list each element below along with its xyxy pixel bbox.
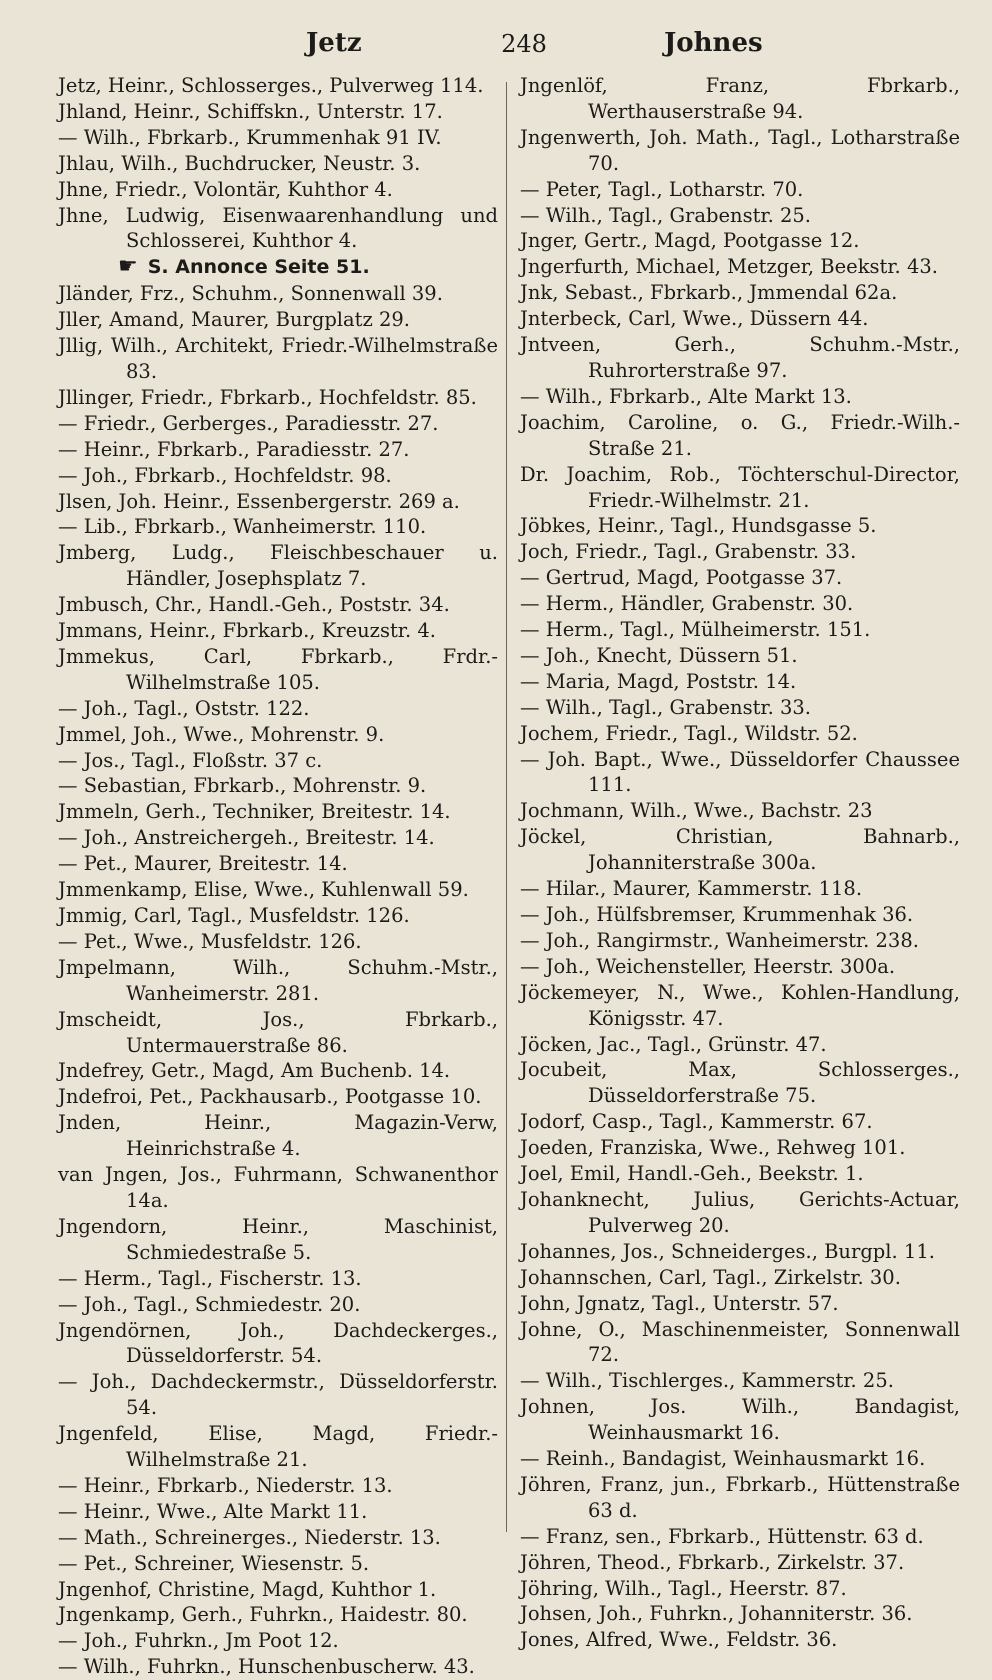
directory-entry: Jochmann, Wilh., Wwe., Bachstr. 23	[520, 799, 873, 823]
directory-entry: Jöhren, Theod., Fbrkarb., Zirkelstr. 37.	[520, 1550, 905, 1574]
directory-entry: — Herm., Tagl., Mülheimerstr. 151.	[520, 618, 871, 642]
directory-entry: — Joh., Weichensteller, Heerstr. 300a.	[520, 954, 896, 978]
directory-entry: — Wilh., Fuhrkn., Hunschenbuscherw. 43.	[58, 1655, 475, 1679]
directory-entry: — Wilh., Tagl., Grabenstr. 25.	[520, 203, 811, 227]
directory-entry: Jmberg, Ludg., Fleischbeschauer u. Händler, Josephsplatz 7.	[58, 541, 498, 591]
annonce-text: S. Annonce Seite 51.	[147, 256, 370, 279]
directory-entry: — Joh., Tagl., Schmiedestr. 20.	[58, 1292, 361, 1316]
directory-entry: — Joh., Anstreichergeh., Breitestr. 14.	[58, 826, 435, 850]
directory-entry: Jhland, Heinr., Schiffskn., Unterstr. 17.	[58, 99, 443, 123]
directory-entry: Jnden, Heinr., Magazin-Verw, Heinrichstraße 4.	[58, 1111, 498, 1161]
directory-entry: Jngendörnen, Joh., Dachdeckerges., Düsseldorferstr. 54.	[58, 1318, 498, 1368]
directory-entry: — Gertrud, Magd, Pootgasse 37.	[520, 566, 843, 590]
directory-entry: Johsen, Joh., Fuhrkn., Johanniterstr. 36.	[520, 1602, 913, 1626]
left-column	[58, 73, 498, 1680]
directory-entry: Johnen, Jos. Wilh., Bandagist, Weinhausmarkt 16.	[520, 1395, 960, 1445]
directory-entry: John, Jgnatz, Tagl., Unterstr. 57.	[520, 1291, 839, 1315]
directory-entry: Jndefroi, Pet., Packhausarb., Pootgasse 10.	[58, 1085, 482, 1109]
directory-entry: Joachim, Caroline, o. G., Friedr.-Wilh.-Straße 21.	[520, 410, 960, 460]
directory-entry: — Heinr., Wwe., Alte Markt 11.	[58, 1499, 368, 1523]
directory-entry: Jllig, Wilh., Architekt, Friedr.-Wilhelmstraße 83.	[58, 334, 498, 383]
directory-entry: — Wilh., Fbrkarb., Alte Markt 13.	[520, 384, 852, 408]
directory-entry: Jmbusch, Chr., Handl.-Geh., Poststr. 34.	[58, 593, 450, 617]
directory-entry: Jmmekus, Carl, Fbrkarb., Frdr.-Wilhelmstraße 105.	[58, 644, 498, 694]
directory-entry: Jngenhof, Christine, Magd, Kuhthor 1.	[58, 1577, 437, 1601]
directory-entry: van Jngen, Jos., Fuhrmann, Schwanenthor 14a.	[58, 1163, 498, 1212]
directory-entry: Jmmenkamp, Elise, Wwe., Kuhlenwall 59.	[58, 878, 469, 902]
directory-entry: Joch, Friedr., Tagl., Grabenstr. 33.	[520, 540, 857, 564]
directory-entry: Johne, O., Maschinenmeister, Sonnenwall 72.	[520, 1317, 960, 1367]
directory-entry: Jngenkamp, Gerh., Fuhrkn., Haidestr. 80.	[58, 1603, 468, 1627]
right-column	[520, 73, 960, 1653]
directory-entry: Jllinger, Friedr., Fbrkarb., Hochfeldstr. 85.	[58, 385, 477, 409]
directory-entry: Jmscheidt, Jos., Fbrkarb., Untermauerstraße 86.	[58, 1007, 498, 1057]
directory-entry: Jlsen, Joh. Heinr., Essenbergerstr. 269 a.	[58, 489, 460, 513]
directory-entry: Jnk, Sebast., Fbrkarb., Jmmendal 62a.	[520, 281, 898, 305]
directory-entry: — Pet., Maurer, Breitestr. 14.	[58, 852, 348, 876]
directory-entry: — Lib., Fbrkarb., Wanheimerstr. 110.	[58, 515, 427, 539]
directory-entry: Jndefrey, Getr., Magd, Am Buchenb. 14.	[58, 1059, 451, 1083]
annonce-reference	[58, 254, 498, 281]
directory-entry: Jodorf, Casp., Tagl., Kammerstr. 67.	[520, 1110, 873, 1134]
directory-entry: — Jos., Tagl., Floßstr. 37 c.	[58, 748, 323, 772]
page-number: 248	[501, 30, 547, 58]
directory-entry: Joeden, Franziska, Wwe., Rehweg 101.	[520, 1136, 906, 1160]
directory-entry: — Herm., Tagl., Fischerstr. 13.	[58, 1266, 362, 1290]
directory-entry: Jetz, Heinr., Schlosserges., Pulverweg 114.	[58, 74, 484, 97]
header-first-entry: Jetz	[306, 28, 362, 58]
directory-entry: Jländer, Frz., Schuhm., Sonnenwall 39.	[58, 282, 443, 306]
page-header	[60, 28, 940, 68]
directory-entry: Dr. Joachim, Rob., Töchterschul-Director, Friedr.-Wilhelmstr. 21.	[520, 462, 960, 512]
directory-entry: Jngenfeld, Elise, Magd, Friedr.-Wilhelmstraße 21.	[58, 1422, 498, 1472]
directory-entry: Johannes, Jos., Schneiderges., Burgpl. 11.	[520, 1239, 935, 1263]
directory-entry: — Franz, sen., Fbrkarb., Hüttenstr. 63 d.	[520, 1524, 924, 1548]
directory-entry: Joel, Emil, Handl.-Geh., Beekstr. 1.	[520, 1162, 864, 1186]
directory-entry: — Herm., Händler, Grabenstr. 30.	[520, 592, 854, 616]
directory-entry: — Joh. Bapt., Wwe., Düsseldorfer Chaussee 111.	[520, 747, 960, 797]
directory-entry: Jones, Alfred, Wwe., Feldstr. 36.	[520, 1628, 838, 1652]
directory-entry: — Pet., Schreiner, Wiesenstr. 5.	[58, 1551, 370, 1575]
directory-entry: — Maria, Magd, Poststr. 14.	[520, 669, 797, 693]
directory-entry: Jmmeln, Gerh., Techniker, Breitestr. 14.	[58, 800, 451, 824]
directory-entry: Jöhren, Franz, jun., Fbrkarb., Hüttenstraße 63 d.	[520, 1472, 960, 1522]
directory-entry: — Math., Schreinerges., Niederstr. 13.	[58, 1525, 441, 1549]
directory-entry: — Joh., Knecht, Düssern 51.	[520, 643, 798, 667]
directory-entry: — Joh., Tagl., Oststr. 122.	[58, 696, 310, 720]
directory-entry: Jhne, Friedr., Volontär, Kuhthor 4.	[58, 177, 393, 201]
directory-entry: Jöckemeyer, N., Wwe., Kohlen-Handlung, Königsstr. 47.	[520, 980, 960, 1030]
header-last-entry: Johnes	[664, 28, 763, 58]
directory-entry: — Joh., Dachdeckermstr., Düsseldorferstr. 54.	[58, 1370, 498, 1420]
directory-entry: — Heinr., Fbrkarb., Paradiesstr. 27.	[58, 437, 410, 461]
directory-entry: — Heinr., Fbrkarb., Niederstr. 13.	[58, 1473, 393, 1497]
directory-entry: Jnger, Gertr., Magd, Pootgasse 12.	[520, 229, 860, 253]
directory-entry: Jller, Amand, Maurer, Burgplatz 29.	[58, 308, 410, 332]
directory-entry: — Pet., Wwe., Musfeldstr. 126.	[58, 929, 362, 953]
directory-entry: — Joh., Fuhrkn., Jm Poot 12.	[58, 1629, 339, 1653]
directory-entry: — Hilar., Maurer, Kammerstr. 118.	[520, 877, 863, 901]
directory-entry: Johannschen, Carl, Tagl., Zirkelstr. 30.	[520, 1265, 901, 1289]
directory-entry: — Friedr., Gerberges., Paradiesstr. 27.	[58, 411, 439, 435]
directory-entry: Jhlau, Wilh., Buchdrucker, Neustr. 3.	[58, 151, 421, 175]
directory-entry: Jmmig, Carl, Tagl., Musfeldstr. 126.	[58, 904, 410, 927]
directory-entry: — Wilh., Tagl., Grabenstr. 33.	[520, 695, 811, 719]
directory-entry: Jmpelmann, Wilh., Schuhm.-Mstr., Wanheimerstr. 281.	[58, 955, 498, 1005]
directory-entry: Jngenlöf, Franz, Fbrkarb., Werthauserstraße 94.	[520, 74, 960, 123]
directory-entry: Jöhring, Wilh., Tagl., Heerstr. 87.	[520, 1576, 847, 1600]
directory-entry: Jöckel, Christian, Bahnarb., Johanniterstraße 300a.	[520, 825, 960, 875]
directory-entry: Jhne, Ludwig, Eisenwaarenhandlung und Schlosserei, Kuhthor 4.	[58, 203, 498, 253]
directory-entry: Johanknecht, Julius, Gerichts-Actuar, Pulverweg 20.	[520, 1187, 960, 1237]
directory-entry: Jocubeit, Max, Schlosserges., Düsseldorferstraße 75.	[520, 1058, 960, 1108]
directory-entry: Jntveen, Gerh., Schuhm.-Mstr., Ruhrorterstraße 97.	[520, 333, 960, 382]
directory-entry: Jöbkes, Heinr., Tagl., Hundsgasse 5.	[520, 514, 877, 538]
directory-entry: Jnterbeck, Carl, Wwe., Düssern 44.	[520, 307, 869, 331]
directory-entry: — Joh., Rangirmstr., Wanheimerstr. 238.	[520, 928, 919, 952]
directory-entry: — Sebastian, Fbrkarb., Mohrenstr. 9.	[58, 774, 427, 798]
directory-entry: Jngerfurth, Michael, Metzger, Beekstr. 43.	[520, 255, 938, 279]
directory-entry: Jmmans, Heinr., Fbrkarb., Kreuzstr. 4.	[58, 619, 436, 643]
directory-entry: Jmmel, Joh., Wwe., Mohrenstr. 9.	[58, 722, 385, 746]
directory-entry: — Wilh., Fbrkarb., Krummenhak 91 IV.	[58, 125, 442, 149]
directory-entry: — Wilh., Tischlerges., Kammerstr. 25.	[520, 1369, 894, 1393]
directory-entry: — Peter, Tagl., Lotharstr. 70.	[520, 177, 804, 201]
directory-entry: — Joh., Hülfsbremser, Krummenhak 36.	[520, 903, 914, 926]
directory-entry: — Joh., Fbrkarb., Hochfeldstr. 98.	[58, 463, 392, 487]
directory-entry: — Reinh., Bandagist, Weinhausmarkt 16.	[520, 1447, 926, 1471]
directory-entry: Jngenwerth, Joh. Math., Tagl., Lotharstraße 70.	[520, 125, 960, 175]
pointing-hand-icon: ☛	[118, 254, 138, 280]
directory-entry: Jöcken, Jac., Tagl., Grünstr. 47.	[520, 1032, 827, 1056]
directory-entry: Jngendorn, Heinr., Maschinist, Schmiedestraße 5.	[58, 1214, 498, 1264]
directory-entry: Jochem, Friedr., Tagl., Wildstr. 52.	[520, 721, 858, 745]
column-divider	[506, 82, 507, 1532]
